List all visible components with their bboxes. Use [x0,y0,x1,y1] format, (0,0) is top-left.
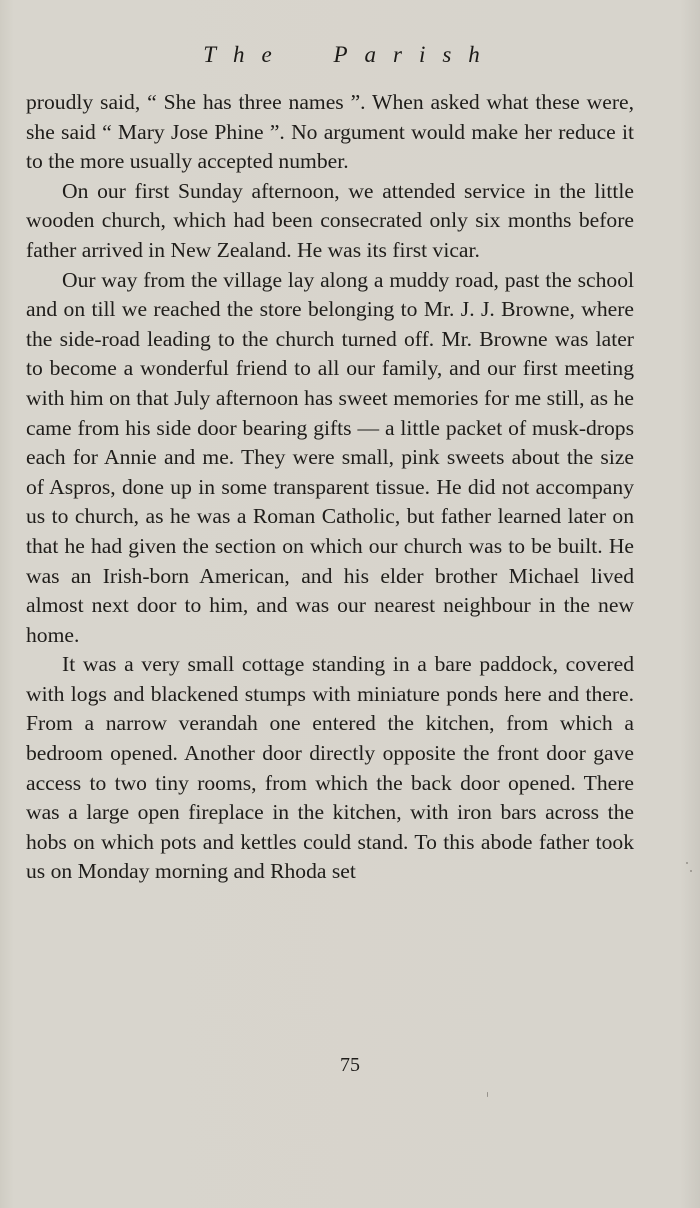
paragraph-sunday-service: On our first Sunday afternoon, we attended service in the little wooden church, which had been consecrated only six months before father arrived in New Zealand. He was its first vicar. [26,178,634,262]
paragraph-way-from-village: Our way from the village lay along a muddy road, past the school and on till we reached the store belonging to Mr. J. J. Browne, where the side-road leading to the church turned off. Mr. Browne was later to become a wonderful friend to all our family, and our first meeting with him on that July afternoon has sweet memories for me still, as he came from his side door bearing gifts — a little packet of musk-drops each for Annie and me. They were small, pink sweets about the size of Aspros, done up in some transparent tissue. He did not accompany us to church, as he was a Roman Catholic, but father learned later on that he had given the section on which our church was to be built. He was an Irish-born American, and his elder brother Michael lived almost next door to him, and was our nearest neighbour in the new home. [26,267,634,647]
paper-speck [487,1092,488,1097]
paper-speck [686,862,688,864]
paragraph-cottage: It was a very small cottage standing in a bare paddock, covered with logs and blackened stumps with miniature ponds here and there. From a narrow verandah one entered the kitchen, from which a bedroom opened. Another door directly opposite the front door gave access to two tiny rooms, from which the back door opened. There was a large open fireplace in the kitchen, with iron bars across the hobs on which pots and kettles could stand. To this abode father took us on Monday morning and Rhoda set [26,652,634,884]
paper-speck [690,870,692,872]
running-head: The Parish [203,42,497,67]
page-number: 75 [340,1054,360,1076]
body-text [26,88,634,887]
paragraph-continued: proudly said, “ She has three names ”. When asked what these were, she said “ Mary Jose Phine ”. No argument would make her reduce it to the more usually accepted number. [26,90,634,174]
